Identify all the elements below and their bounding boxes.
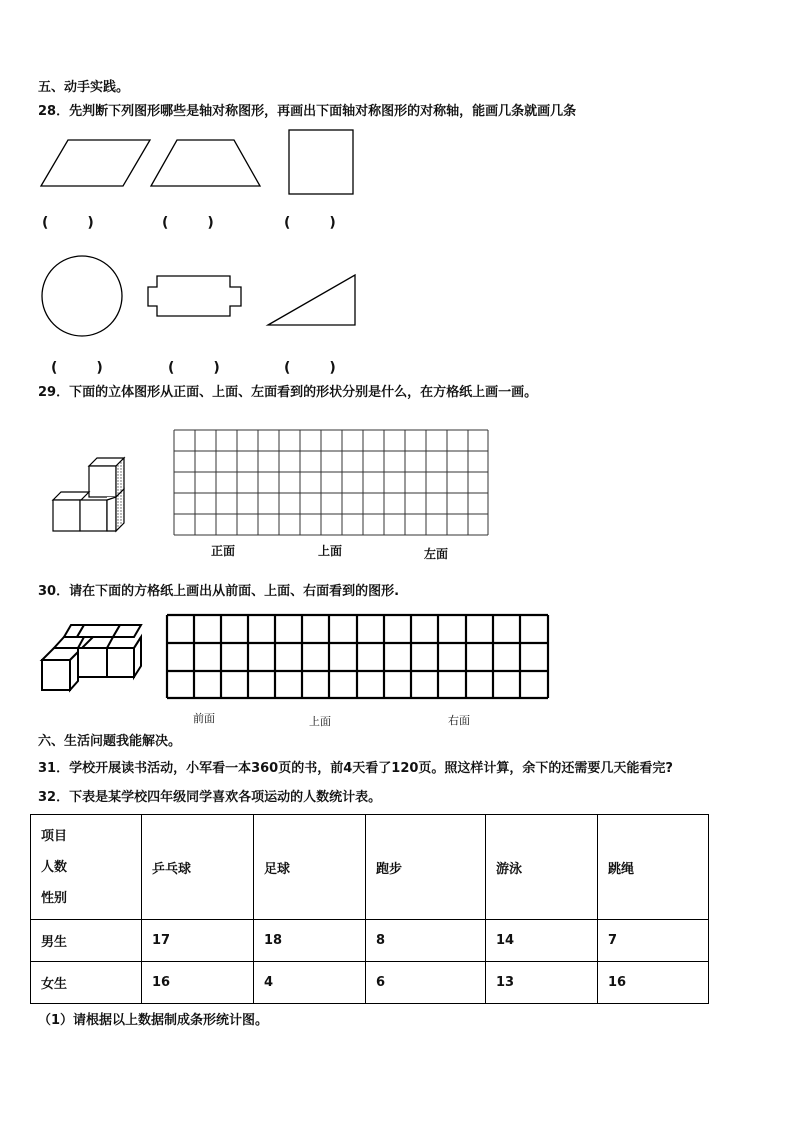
- square-shape: [289, 130, 353, 194]
- answer-blank-notched-rectangle[interactable]: ( ): [168, 360, 220, 376]
- table-cell: 6: [366, 962, 486, 1004]
- notched-rectangle-shape: [148, 276, 241, 316]
- q28-shapes: [0, 0, 794, 380]
- table-row: [31, 920, 709, 962]
- table-cell: 13: [486, 962, 598, 1004]
- answer-blank-circle[interactable]: ( ): [51, 360, 103, 376]
- sports-statistics-table: [30, 814, 709, 1004]
- question-31-text: 31．学校开展读书活动，小军看一本360页的书，前4天看了120页。照这样计算，余下的还需要几天能看完?: [38, 761, 673, 776]
- q29-grid-paper[interactable]: [172, 428, 492, 540]
- corner-header-line: 性别: [41, 890, 68, 906]
- table-cell: 18: [254, 920, 366, 962]
- section-6-heading: 六、生活问题我能解决。: [38, 734, 182, 749]
- table-cell: 16: [598, 962, 709, 1004]
- q29-label-front: 正面: [211, 544, 236, 558]
- table-cell: 7: [598, 920, 709, 962]
- table-row-label: 女生: [31, 962, 142, 1004]
- right-triangle-shape: [268, 275, 355, 325]
- corner-header-line: 项目: [41, 828, 68, 844]
- table-column-header: 游泳: [486, 815, 598, 920]
- trapezoid-shape: [151, 140, 260, 186]
- answer-blank-parallelogram[interactable]: ( ): [42, 215, 94, 231]
- corner-header-line: 人数: [41, 859, 68, 875]
- table-cell: 8: [366, 920, 486, 962]
- q29-label-left: 左面: [424, 547, 449, 561]
- answer-blank-square[interactable]: ( ): [284, 215, 336, 231]
- table-header-row: [31, 815, 709, 920]
- table-corner-header: [31, 815, 142, 920]
- circle-shape: [42, 256, 122, 336]
- answer-blank-trapezoid[interactable]: ( ): [162, 215, 214, 231]
- q29-label-top: 上面: [318, 544, 343, 558]
- table-cell: 17: [142, 920, 254, 962]
- question-32-text: 32．下表是某学校四年级同学喜欢各项运动的人数统计表。: [38, 790, 382, 805]
- answer-blank-triangle[interactable]: ( ): [284, 360, 336, 376]
- table-column-header: 跑步: [366, 815, 486, 920]
- q30-label-top: 上面: [309, 715, 331, 728]
- question-30-text: 30．请在下面的方格纸上画出从前面、上面、右面看到的图形.: [38, 584, 400, 599]
- q30-grid-paper[interactable]: [162, 612, 554, 704]
- table-row-label: 男生: [31, 920, 142, 962]
- question-32-subquestion-1: （1）请根据以上数据制成条形统计图。: [38, 1013, 269, 1028]
- question-28-text: 28．先判断下列图形哪些是轴对称图形，再画出下面轴对称图形的对称轴，能画几条就画几条: [38, 104, 577, 119]
- section-5-heading: 五、动手实践。: [38, 80, 130, 95]
- q30-label-front: 前面: [193, 712, 215, 725]
- table-cell: 4: [254, 962, 366, 1004]
- table-column-header: 跳绳: [598, 815, 709, 920]
- q30-label-right: 右面: [448, 714, 470, 727]
- table-column-header: 乒乓球: [142, 815, 254, 920]
- table-cell: 16: [142, 962, 254, 1004]
- table-cell: 14: [486, 920, 598, 962]
- table-row: [31, 962, 709, 1004]
- table-column-header: 足球: [254, 815, 366, 920]
- question-29-text: 29．下面的立体图形从正面、上面、左面看到的形状分别是什么，在方格纸上画一画。: [38, 385, 538, 400]
- parallelogram-shape: [41, 140, 150, 186]
